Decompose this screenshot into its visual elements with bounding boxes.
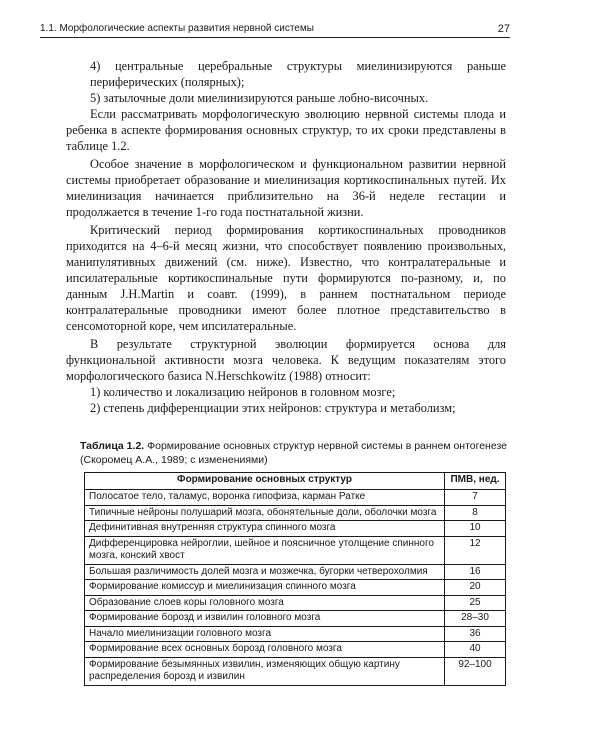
cell-structure: Большая различимость долей мозга и мозжечка, бугорки четверохолмия — [85, 564, 445, 580]
cell-structure: Формирование борозд и извилин головного мозга — [85, 611, 445, 627]
paragraph-4: В результате структурной эволюции формируется основа для функциональной активности мозга человека. К ведущим показателям этого морфологического базиса N.Herschkowitz (1988) относит: — [66, 337, 506, 383]
running-header-title: 1.1. Морфологические аспекты развития нервной системы — [40, 23, 314, 34]
cell-pmv: 7 — [445, 490, 506, 506]
cell-pmv: 12 — [445, 536, 506, 564]
cell-structure: Дефинитивная внутренняя структура спинного мозга — [85, 521, 445, 537]
cell-pmv: 28–30 — [445, 611, 506, 627]
column-header-structure: Формирование основных структур — [85, 473, 445, 490]
table-row — [85, 595, 506, 611]
cell-pmv: 36 — [445, 626, 506, 642]
cell-structure: Начало миелинизации головного мозга — [85, 626, 445, 642]
cell-pmv: 16 — [445, 564, 506, 580]
table-row — [85, 564, 506, 580]
cell-structure: Типичные нейроны полушарий мозга, обонятельные доли, оболочки мозга — [85, 505, 445, 521]
table-caption-label: Таблица 1.2. — [80, 440, 145, 452]
table-row — [85, 536, 506, 564]
header-divider — [40, 37, 510, 38]
list-item-1: 1) количество и локализацию нейронов в головном мозге; — [90, 385, 396, 399]
table-row — [85, 505, 506, 521]
table-row — [85, 580, 506, 596]
cell-structure: Дифференцировка нейроглии, шейное и поясничное утолщение спинного мозга, конский хвост — [85, 536, 445, 564]
page-number: 27 — [497, 23, 510, 35]
cell-pmv: 25 — [445, 595, 506, 611]
table-caption-text: Формирование основных структур нервной системы в раннем онтогенезе (Скоромец А.А., 1989; с изменениями) — [80, 440, 508, 466]
paragraph-2: Особое значение в морфологическом и функциональном развитии нервной системы приобретает образование и миелинизация кортикоспинальных путей. Их миелинизация начинается приблизительно на 36-й неделе гестации и продолжается в течение 1-го года постнатальной жизни. — [66, 157, 506, 219]
cell-structure: Образование слоев коры головного мозга — [85, 595, 445, 611]
table-row — [85, 642, 506, 658]
cell-pmv: 8 — [445, 505, 506, 521]
table-caption — [80, 439, 510, 467]
paragraph-3: Критический период формирования кортикоспинальных проводников приходится на 4–6-й месяц жизни, что способствует появлению произвольных, манипулятивных движений (см. ниже). Известно, что контралатеральные и ипсилатеральные кортикоспинальные пути формируются по-разному, и, по данным J.H.Martin и соавт. (1999), в раннем постнатальном периоде контралатеральные проводники имеют более плотное представительство в сенсомоторной коре, чем ипсилатеральные. — [66, 223, 506, 333]
column-header-pmv: ПМВ, нед. — [445, 473, 506, 490]
table-row — [85, 626, 506, 642]
cell-structure: Полосатое тело, таламус, воронка гипофиза, карман Ратке — [85, 490, 445, 506]
cell-pmv: 10 — [445, 521, 506, 537]
list-item-4: 4) центральные церебральные структуры миелинизируются раньше периферических (полярных); — [90, 59, 506, 89]
structures-table — [84, 472, 506, 686]
table-row — [85, 521, 506, 537]
table-row — [85, 611, 506, 627]
table-header-row — [85, 473, 506, 490]
paragraph-1: Если рассматривать морфологическую эволюцию нервной системы плода и ребенка в аспекте формирования основных структур, то их сроки представлены в таблице 1.2. — [66, 107, 506, 153]
cell-structure: Формирование комиссур и миелинизация спинного мозга — [85, 580, 445, 596]
cell-pmv: 40 — [445, 642, 506, 658]
cell-pmv: 20 — [445, 580, 506, 596]
cell-structure: Формирование всех основных борозд головного мозга — [85, 642, 445, 658]
list-item-5: 5) затылочные доли миелинизируются раньше лобно-височных. — [90, 91, 429, 105]
list-item-2: 2) степень дифференциации этих нейронов: структура и метаболизм; — [90, 401, 456, 415]
table-row — [85, 490, 506, 506]
table-row — [85, 657, 506, 685]
cell-structure: Формирование безымянных извилин, изменяющих общую картину распределения борозд и извилин — [85, 657, 445, 685]
cell-pmv: 92–100 — [445, 657, 506, 685]
body-text — [66, 58, 506, 416]
